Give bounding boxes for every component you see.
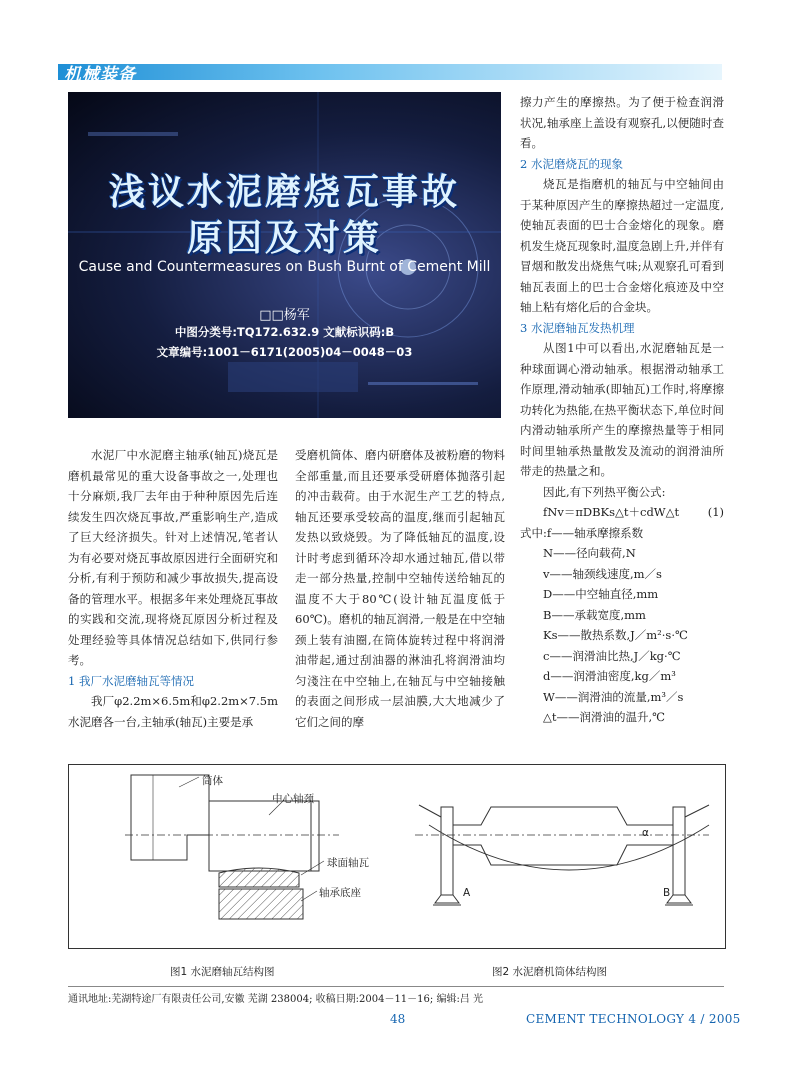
formula-where: 式中:f——轴承摩擦系数: [520, 525, 644, 540]
figures-drawing: [69, 765, 725, 948]
page-number: 48: [390, 1012, 406, 1026]
section-header-bar: [58, 64, 722, 80]
formula: [520, 502, 724, 523]
section-heading-3: 3 水泥磨轴瓦发热机理: [520, 320, 635, 335]
formula-number: (1): [707, 505, 724, 519]
symbol-definition: △t——润滑油的温升,℃: [543, 710, 665, 724]
symbol-definition: N——径向载荷,N: [543, 546, 636, 560]
label-spherical-bush: 球面轴瓦: [327, 857, 369, 869]
paragraph: 从图1中可以看出,水泥磨轴瓦是一种球面调心滑动轴承。根据滑动轴承工作原理,滑动轴承(即轴瓦)工作时,将摩擦功转化为热能,在热平衡状态下,单位时间内滑动轴承所产生的摩擦热量等于相同时间里轴承热量散发及流动的润滑油所带走的热量之和。: [520, 341, 724, 478]
body-column-1: [68, 445, 278, 732]
footer-info: 通讯地址:芜湖特途厂有限责任公司,安徽 芜湖 238004; 收稿日期:2004－11－16; 编辑:吕 光: [68, 994, 483, 1005]
journal-name: CEMENT TECHNOLOGY 4 / 2005: [526, 1012, 741, 1026]
body-column-3: [520, 92, 724, 728]
formula-text: fNv＝πDBKs△t＋cdW△t: [543, 505, 680, 519]
label-support-a: A: [463, 887, 471, 899]
symbol-definition: v——轴颈线速度,m／s: [543, 566, 662, 581]
body-column-2: [295, 445, 505, 732]
article-title-line2: 原因及对策: [186, 218, 382, 259]
article-number: 文章编号:1001－6171(2005)04－0048－03: [156, 345, 413, 359]
symbol-definition: d——润滑油密度,kg／m³: [543, 669, 676, 683]
symbol-definition: Ks——散热系数,J／m²·s·℃: [543, 628, 688, 642]
footer-divider: [68, 986, 724, 987]
section-heading-2: 2 水泥磨烧瓦的现象: [520, 156, 623, 171]
figures-frame: [68, 764, 726, 949]
paragraph: 因此,有下列热平衡公式:: [543, 484, 666, 499]
label-support-b: B: [663, 887, 671, 899]
label-shell: 筒体: [202, 775, 223, 787]
title-banner: [68, 92, 501, 418]
symbol-definition: c——润滑油比热,J／kg·℃: [543, 648, 681, 663]
symbol-definition: D——中空轴直径,mm: [543, 587, 659, 601]
paragraph: 擦力产生的摩擦热。为了便于检查润滑状况,轴承座上盖设有观察孔,以便随时查看。: [520, 95, 724, 150]
section-title: 机械装备: [64, 65, 136, 85]
symbol-definition: B——承载宽度,mm: [543, 607, 646, 622]
paragraph: 我厂φ2.2m×6.5m和φ2.2m×7.5m水泥磨各一台,主轴承(轴瓦)主要是承: [68, 694, 278, 729]
paragraph: 烧瓦是指磨机的轴瓦与中空轴间由于某种原因产生的摩擦热超过一定温度,使轴瓦表面的巴士合金熔化的现象。磨机发生烧瓦现象时,温度急剧上升,并伴有冒烟和散发出烧焦气味;从观察孔可看到轴瓦表面上的巴士合金熔化痕迹及中空轴上粘有熔化后的合金块。: [520, 177, 724, 314]
symbol-definition: W——润滑油的流量,m³／s: [543, 689, 684, 704]
classification-number: 中图分类号:TQ172.632.9 文献标识码:B: [174, 325, 395, 339]
article-title-line1: 浅议水泥磨烧瓦事故: [108, 172, 460, 213]
article-title-english: Cause and Countermeasures on Bush Burnt of Cement Mill: [78, 259, 491, 275]
paragraph: 受磨机筒体、磨内研磨体及被粉磨的物料全部重量,而且还要承受研磨体抛落引起的冲击载荷。由于水泥生产工艺的特点,轴瓦还要承受较高的温度,继而引起轴瓦发热以致烧毁。为了降低轴瓦的温度,设计时考虑到循环冷却水通过轴瓦,借以带走一部分热量,控制中空轴传送给轴瓦的温度不大于80℃(设计轴瓦温度低于60℃)。磨机的轴瓦润滑,一般是在中空轴颈上装有油圈,在筒体旋转过程中将润滑油带起,通过刮油器的淋油孔将润滑油均匀淺注在中空轴上,在轴瓦与中空轴接触的表面之间形成一层油膜,大大地减少了它们之间的摩: [295, 448, 505, 729]
label-alpha: α: [642, 827, 649, 839]
label-central-trunnion: 中心轴颈: [272, 793, 314, 805]
author: □□杨军: [259, 308, 310, 323]
figure1-caption: 图1 水泥磨轴瓦结构图: [170, 966, 275, 978]
paragraph: 水泥厂中水泥磨主轴承(轴瓦)烧瓦是磨机最常见的重大设备事故之一,处理也十分麻烦,我厂去年由于种种原因先后连续发生四次烧瓦事故,严重影响生产,造成了巨大经济损失。针对上述情况,笔者认为有必要对烧瓦事故原因进行全面研究和分析,有利于预防和减少事故损失,提高设备的管理水平。根据多年来处理烧瓦事故的实践和交流,现将烧瓦原因分析过程及处理经验等具体情况总结如下,供同行参考。: [68, 448, 278, 667]
figure2-caption: 图2 水泥磨机筒体结构图: [492, 966, 608, 978]
label-bearing-seat: 轴承底座: [319, 887, 361, 899]
section-heading-1: 1 我厂水泥磨轴瓦等情况: [68, 673, 194, 688]
